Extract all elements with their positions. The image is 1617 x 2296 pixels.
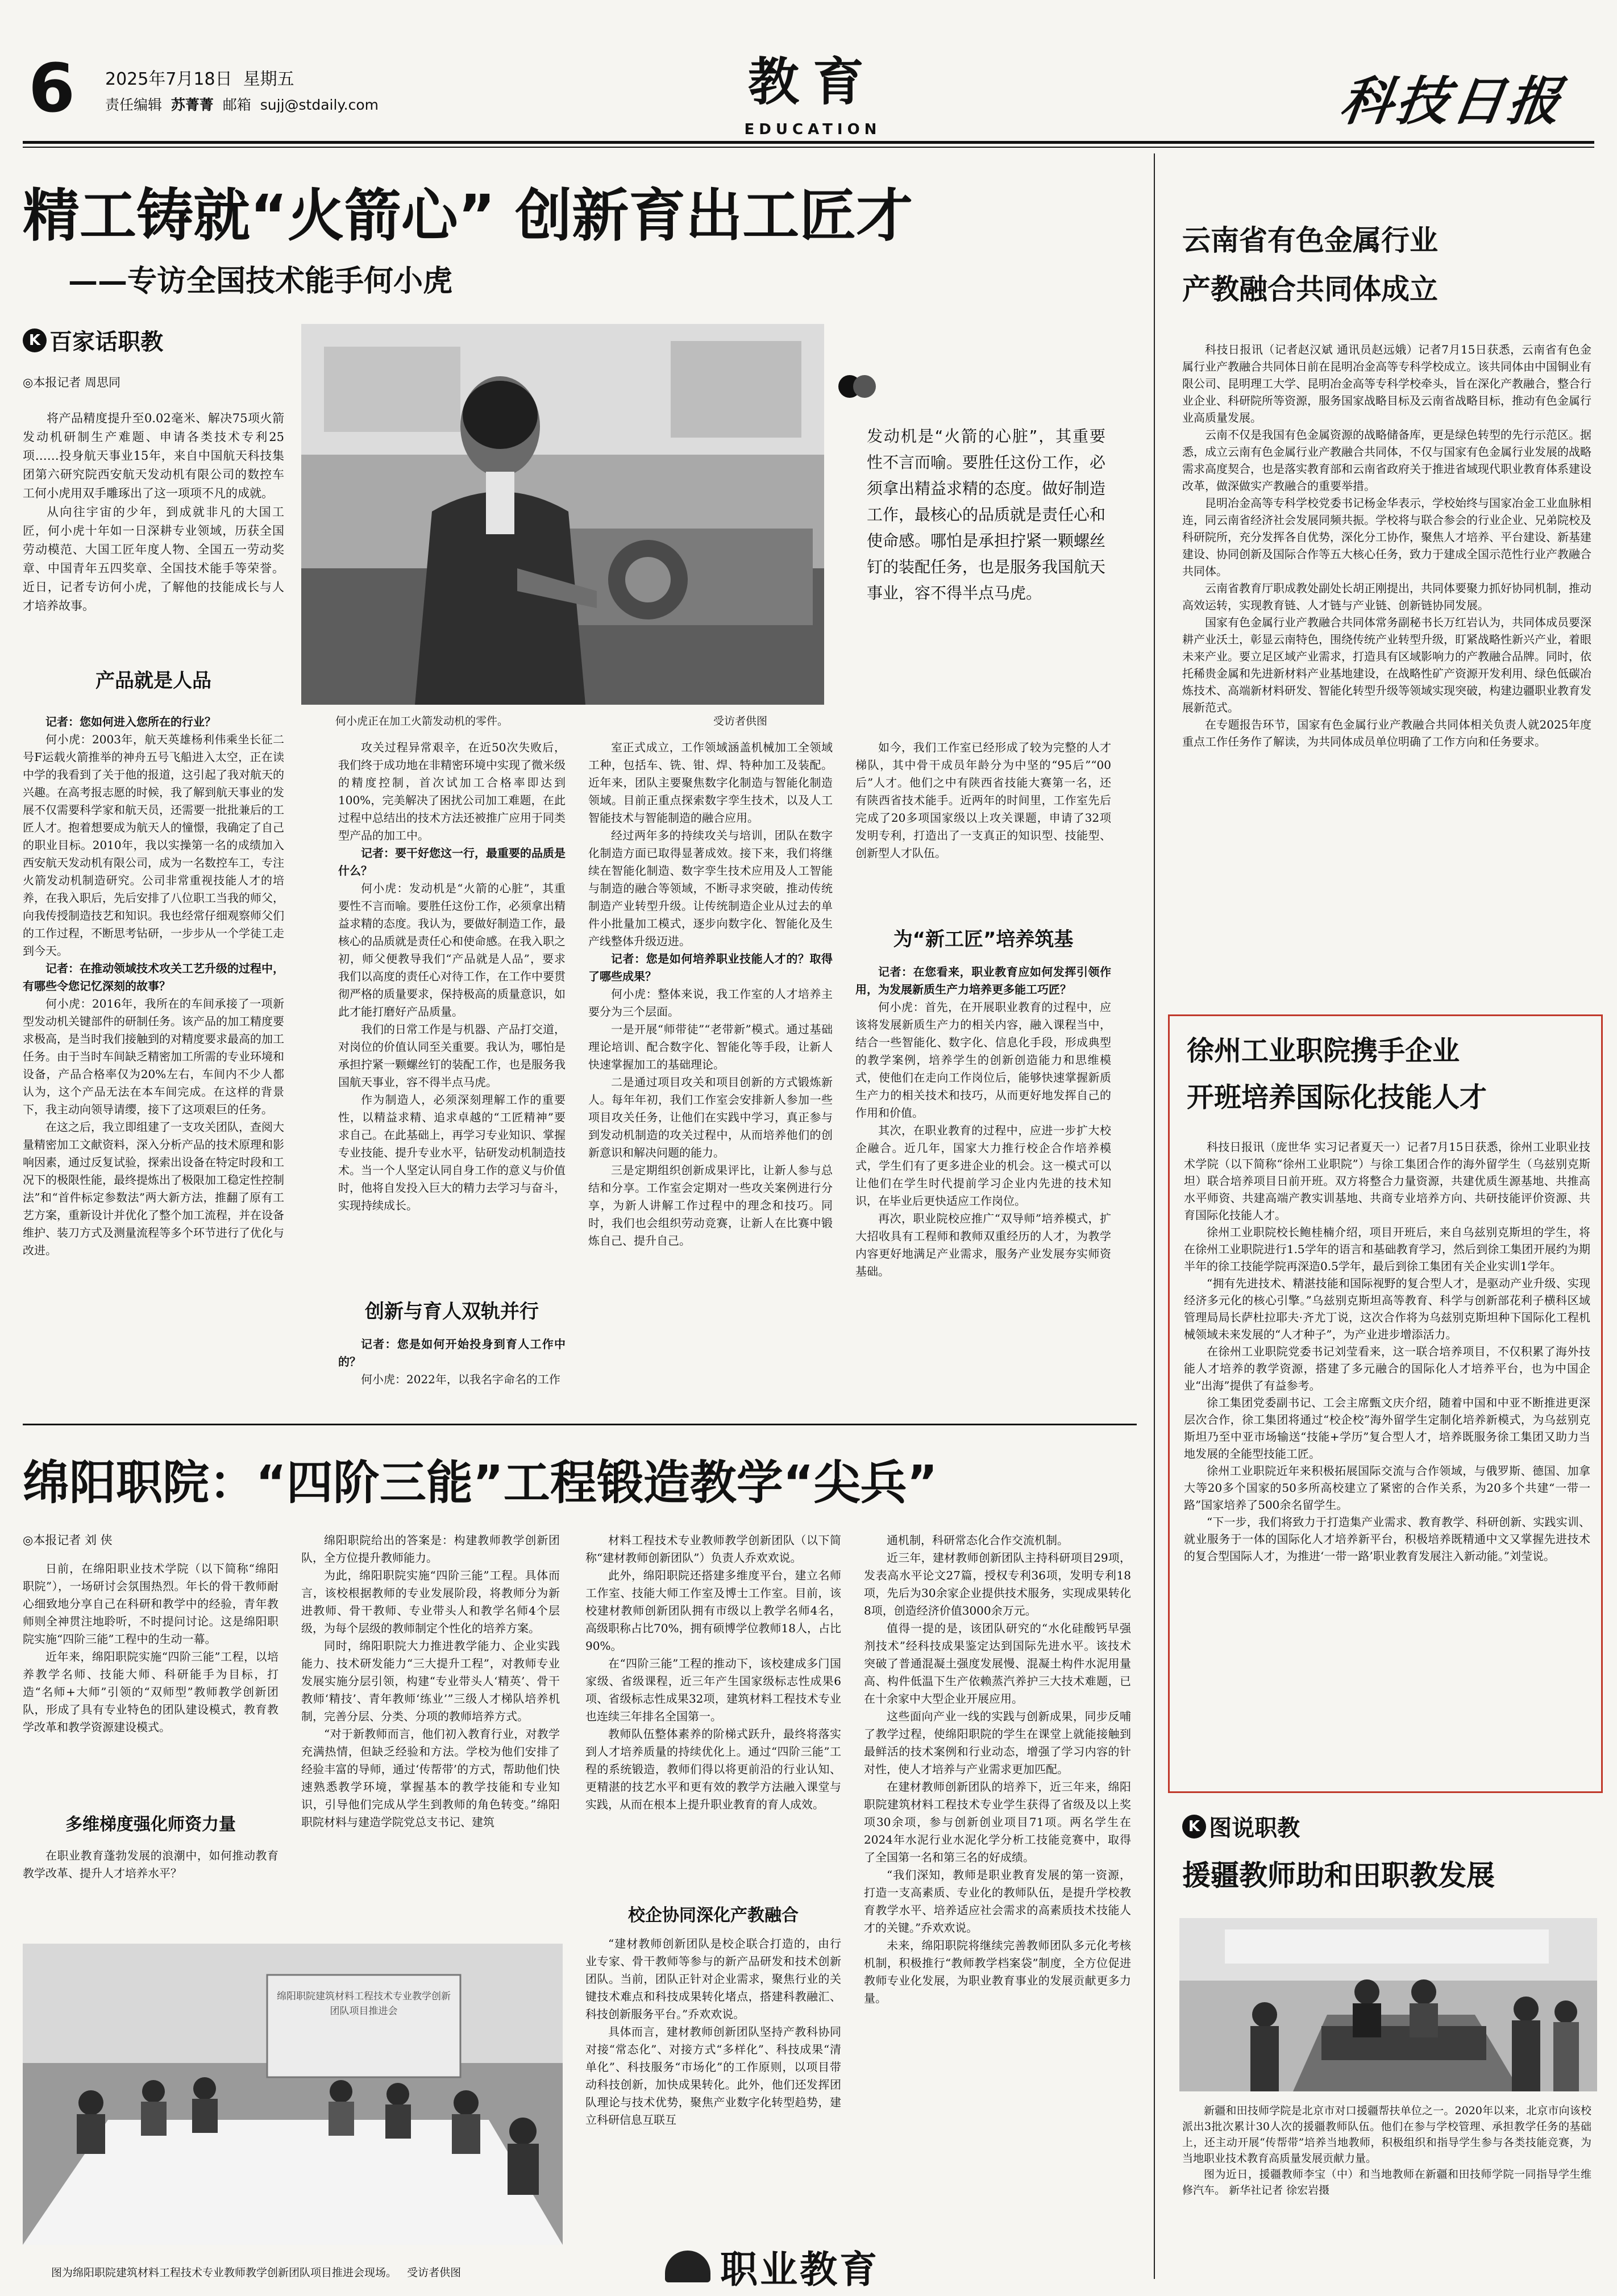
pull-quote: 发动机是“火箭的心脏”，其重要性不言而喻。要胜任这份工作，必须拿出精益求精的态度。做好制造工作，最核心的品质就是责任心和使命感。哪怕是承担拧紧一颗螺丝钉的装配任务，也是服务我国航天事业，容不得半点马虎。: [867, 427, 1106, 602]
masthead-logo: 科技日报: [1336, 70, 1568, 132]
paragraph: 近三年，建材教师创新团队主持科研项目29项，发表高水平论文27篇，授权专利36项，发明专利18项，先后为30余家企业提供技术服务，实现成果转化8项，创造经济价值3000余万元。: [864, 1551, 1131, 1617]
pic-title: 援疆教师助和田职教发展: [1182, 1859, 1495, 1892]
book-icon: [665, 2251, 710, 2282]
yunnan-title-line2: 产教融合共同体成立: [1182, 273, 1438, 306]
section-title-en: EDUCATION: [744, 121, 882, 138]
meeting-photo: [23, 1944, 563, 2245]
paragraph: 徐州工业职院近年来积极拓展国际交流与合作领域，与俄罗斯、德国、加拿大等20多个国家的50多所高校建立了紧密的合作关系，为20多个共建“一带一路”国家培养了500余名留学生。: [1184, 1464, 1590, 1512]
paragraph: 这些面向产业一线的实践与创新成果，同步反哺了教学过程，使绵阳职院的学生在课堂上就能接触到最鲜活的技术案例和行业动态，增强了学习内容的针对性，使人才培养与产业需求更加匹配。: [864, 1709, 1131, 1776]
subhead-new-craftsmen: 为“新工匠”培养筑基: [893, 928, 1074, 951]
yunnan-title: [1182, 216, 1438, 314]
lead-col-4b: [855, 963, 1111, 1280]
paragraph: “对于新教师而言，他们初入教育行业，对教学充满热情，但缺乏经验和方法。学校为他们安排了经验丰富的导师，通过‘传帮带’的方式，帮助他们快速熟悉教学环境，掌握基本的教学技能和专业知识，引导他们完成从学生到教师的角色转变。”绵阳职院材料与建造学院党总支书记、建筑: [301, 1727, 560, 1829]
paragraph: 再次，职业院校应推广“双导师”培养模式，扩大招收具有工程师和教师双重经历的人才，为教学内容更好地满足产业需求，服务产业发展夯实师资基础。: [855, 1212, 1111, 1278]
paragraph: 在“四阶三能”工程的推动下，该校建成多门国家级、省级课程，近三年产生国家级标志性成果6项、省级标志性成果32项，建筑材料工程技术专业也连续三年排名全国第一。: [585, 1657, 841, 1723]
mianyang-col-3: [585, 1532, 841, 1813]
paragraph: 何小虎：2016年，我所在的车间承接了一项新型发动机关键部件的研制任务。该产品的加工精度要求极高，是当时我们接触到的对精度要求最高的加工任务。由于当时车间缺乏精密加工所需的专业环境和设备，产品合格率仅为20%左右，车间内不少人都认为，这个产品无法在本车间完成。在这样的背景下，我主动向领导请缨，接下了这项艰巨的任务。: [23, 997, 284, 1116]
weekday: 星期五: [243, 69, 294, 89]
lead-subtitle: ——专访全国技术能手何小虎: [68, 264, 453, 298]
page-number: 6: [28, 49, 76, 127]
editor-label: 责任编辑: [105, 97, 163, 113]
photo-credit: 受访者供图: [407, 2266, 462, 2279]
yunnan-body: [1182, 341, 1591, 750]
lead-title: 精工铸就“火箭心” 创新育出工匠才: [23, 182, 913, 249]
caption-text: 图为近日，援疆教师李宝（中）和当地教师在新疆和田技师学院一同指导学生维修汽车。: [1182, 2168, 1591, 2197]
lead-bottom-rule: [23, 1424, 1137, 1425]
mianyang-title: 绵阳职院：“四阶三能”工程锻造教学“尖兵”: [23, 1456, 938, 1510]
paragraph: 在专题报告环节，国家有色金属行业产教融合共同体相关负责人就2025年度重点工作任务作了解读，为共同体成员单位明确了工作方向和任务要求。: [1182, 718, 1591, 748]
paragraph: “我们深知，教师是职业教育发展的第一资源，打造一支高素质、专业化的教师队伍，是提升学校教育教学水平、培养适应社会需求的高素质技术技能人才的关键。”乔欢欢说。: [864, 1868, 1131, 1935]
paragraph: 国家有色金属行业产教融合共同体常务副秘书长万红岩认为，共同体成员要深耕产业沃土，彰显云南特色，围绕传统产业转型升级，盯紧战略性新兴产业，着眼未来产业。要立足区域产业需求，打造具有区域影响力的产教融合品牌。同时，依托稀贵金属和先进新材料产业基地建设，在战略性矿产资源开发利用、绿色低碳冶炼技术、高端新材料研发、智能化转型升级等领域实现突破，构建边疆职业教育发展新范式。: [1182, 615, 1591, 714]
question: 记者：在推动领域技术攻关工艺升级的过程中，有哪些令您记忆深刻的故事？: [23, 962, 284, 993]
paragraph: 何小虎：发动机是“火箭的心脏”，其重要性不言而喻。要胜任这份工作，必须拿出精益求精的态度。我认为，要做好制造工作，最核心的品质就是责任心和使命感。在我入职之初，师父便教导我们“产品就是人品”，要求我们以高度的责任心对待工作，在工作中要贯彻严格的质量要求，保持极高的质量意识，如此才能打磨好产品质量。: [338, 881, 566, 1018]
date: 2025年7月18日: [105, 69, 232, 89]
paragraph: 为此，绵阳职院实施“四阶三能”工程。具体而言，该校根据教师的专业发展阶段，将教师分为新进教师、骨干教师、专业带头人和教学名师4个层级，为每个层级的教师制定个性化的培养方案。: [301, 1569, 560, 1635]
paragraph: 徐工集团党委副书记、工会主席甄文庆介绍，随着中国和中亚不断推进更深层次合作，徐工集团将通过“校企校”海外留学生定制化培养新模式，为乌兹别克斯坦乃至中亚市场输送“技能+学历”复合型人才，培养既服务徐工集团又助力当地发展的全能型技能工匠。: [1184, 1396, 1590, 1461]
paragraph: 攻关过程异常艰辛，在近50次失败后，我们终于成功地在非精密环境中实现了微米级的精度控制，首次试加工合格率即达到100%，完美解决了困扰公司加工难题，在此过程中总结出的技术方法还被推广应用于同类型产品的加工中。: [338, 741, 566, 842]
paragraph: 二是通过项目攻关和项目创新的方式锻炼新人。每年年初，我们工作室会安排新人参加一些项目攻关任务，让他们在实践中学习，真正参与到发动机制造的攻关过程中，从而培养他们的创新意识和解决问题的能力。: [588, 1075, 833, 1159]
paragraph: 昆明冶金高等专科学校党委书记杨金华表示，学校始终与国家冶金工业血脉相连，同云南省经济社会发展同频共振。学校将与联合参会的行业企业、兄弟院校及科研院所，充分发挥各自优势，深化分工协作，聚焦人才培养、平台建设、新基建建设、协同创新及国际合作等五大核心任务，致力于建成全国示范性行业产教融合共同体。: [1182, 496, 1591, 578]
auto-repair-photo-illustration: [1179, 1918, 1597, 2091]
question: 记者：您如何进入您所在的行业？: [45, 715, 216, 729]
paragraph: 何小虎：2022年，以我名字命名的工作: [361, 1372, 560, 1386]
k-column-icon: K: [1182, 1815, 1206, 1839]
paragraph: 值得一提的是，该团队研究的“水化硅酸钙早强剂技术”经科技成果鉴定达到国际先进水平。该技术突破了普通混凝土强度发展慢、混凝土构件水泥用量高、构件低温下生产依赖蒸汽养护三大技术难题，已在十余家中大型企业开展应用。: [864, 1621, 1131, 1706]
paragraph: 未来，绵阳职院将继续完善教师团队多元化考核机制，积极推行“教师教学档案袋”制度，全方位促进教师专业化发展，为职业教育事业的发展贡献更多力量。: [864, 1939, 1131, 2005]
quote-icon: [838, 375, 876, 400]
paragraph: 何小虎：首先，在开展职业教育的过程中，应该将发展新质生产力的相关内容，融入课程当中，结合一些智能化、数字化、信息化手段，形成典型的教学案例，培养学生的创新创造能力和思维模式，使他们在走向工作岗位后，能够快速掌握新质生产力的相关技术和技巧，从而更好地发挥自己的作用和价值。: [855, 1000, 1111, 1120]
lead-col-3: [588, 739, 833, 1250]
paragraph: 三是定期组织创新成果评比，让新人参与总结和分享。工作室会定期对一些攻关案例进行分享，为新人讲解工作过程中的理念和技巧。同时，我们也会组织劳动竞赛，让新人在比赛中锻炼自己、提升自己。: [588, 1163, 833, 1247]
pic-column-name: 图说职教: [1209, 1815, 1300, 1841]
k-column-icon: K: [23, 328, 47, 352]
paragraph: “下一步，我们将致力于打造集产业需求、教育教学、科研创新、实践实训、就业服务于一体的国际化人才培养新平台，积极培养既精通中文又掌握先进技术的复合型国际人才，为推进‘一带一路’职业教育发展注入新动能。”刘莹说。: [1184, 1515, 1590, 1563]
meeting-slide-text: 绵阳职院建筑材料工程技术专业教学创新团队项目推进会: [277, 1991, 451, 2017]
question: 记者：您是如何开始投身到育人工作中的？: [338, 1337, 566, 1369]
issue-date: [105, 68, 294, 91]
paragraph: 新疆和田技师学院是北京市对口援疆帮扶单位之一。2020年以来，北京市向该校派出3批次累计30人次的援疆教师队伍。他们在参与学校管理、承担教学任务的基础上，还主动开展“传帮带”培养当地教师，积极组织和指导学生参与各类技能竞赛，为当地职业技术教育高质量发展贡献力量。: [1182, 2104, 1591, 2165]
editor-name: 苏菁菁: [171, 97, 214, 113]
lead-col-4: [855, 739, 1111, 862]
paragraph: 绵阳职院给出的答案是：构建教师教学创新团队，全方位提升教师能力。: [301, 1533, 560, 1565]
paragraph: 将产品精度提升至0.02毫米、解决75项火箭发动机研制生产难题、申请各类技术专利25项……投身航天事业15年，来自中国航天科技集团第六研究院西安航天发动机有限公司的数控车工何小虎用双手雕琢出了这一项项不凡的成就。: [23, 411, 284, 500]
paragraph: 在建材教师创新团队的培养下，近三年来，绵阳职院建筑材料工程技术专业学生获得了省级及以上奖项30余项，参与创新创业项目71项。两名学生在2024年水泥行业水泥化学分析工技能竞赛中，取得了全国第一名和第三名的好成绩。: [864, 1780, 1131, 1864]
subhead-school-enterprise: 校企协同深化产教融合: [628, 1906, 799, 1925]
xuzhou-title-line2: 开班培养国际化技能人才: [1187, 1082, 1487, 1113]
paragraph: 何小虎：2003年，航天英雄杨利伟乘坐长征二号F运载火箭推举的神舟五号飞船进入太空，正在读中学的我看到了关于他的报道，这引起了我对航天的兴趣。在高考报志愿的时候，我了解到航天事业的发展不仅需要科学家和航天员，还需要一批批兼后的工匠人才。抱着想要成为航天人的憧憬，我确定了自己的职业目标。2010年，我以实操第一名的成绩加入西安航天发动机有限公司，成为一名数控车工，专注火箭发动机制造研究。公司非常重视技能人才的培养，在我入职后，先后安排了八位职工当我的师父，向我传授制造技艺和知识。我也经常仔细观察师父们的工作过程，不断思考钻研，一步步从一个学徒工走到今天。: [23, 733, 284, 958]
caption-text: 图为绵阳职院建筑材料工程技术专业教师教学创新团队项目推进会现场。: [51, 2266, 397, 2279]
mianyang-byline: ◎本报记者 刘 侠: [23, 1533, 113, 1547]
paragraph: 日前，在绵阳职业技术学院（以下简称“绵阳职院”），一场研讨会氛围热烈。年长的骨干教师耐心细致地分享自己在科研和教学中的经验，青年教师则全神贯注地聆听，不时提问讨论。这是绵阳职院实施“四阶三能”工程中的生动一幕。: [23, 1562, 278, 1646]
lead-byline: ◎本报记者 周思同: [23, 376, 120, 389]
paragraph: 通机制，科研常态化合作交流机制。: [887, 1533, 1069, 1547]
paragraph: 科技日报讯（庞世华 实习记者夏天一）记者7月15日获悉，徐州工业职业技术学院（以下简称“徐州工业职院”）与徐工集团合作的海外留学生（乌兹别克斯坦）联合培养项目日前开班。双方将整合力量资源，共建优质生源基地、共推高水平师资、共建高端产教实训基地、共商专业培养方向、共研技能评价资源、共育国际化技能人才。: [1184, 1140, 1590, 1222]
paragraph: 如今，我们工作室已经形成了较为完整的人才梯队，其中骨干成员年龄分为中坚的“95后”“00后”人才。他们之中有陕西省技能大赛第一名，还有陕西省技术能手。近两年的时间里，工作室先后完成了20多项国家级以上攻关课题，申请了32项发明专利，打造出了一支真正的知识型、技能型、创新型人才队伍。: [855, 741, 1111, 860]
question: 记者：在您看来，职业教育应如何发挥引领作用，为发展新质生产力培养更多能工巧匠？: [855, 965, 1111, 996]
paragraph: 室正式成立，工作领域涵盖机械加工全领域工种，包括车、铣、钳、焊、特种加工及装配。近年来，团队主要聚焦数字化制造与智能化制造领域。目前正重点探索数字孪生技术，以及人工智能技术与智能制造的融合应用。: [588, 741, 833, 825]
paragraph: 教师队伍整体素养的阶梯式跃升，最终将落实到人才培养质量的持续优化上。通过“四阶三能”工程的系统锻造，教师们得以将更前沿的行业认知、更精湛的技艺水平和更有效的教学方法融入课堂与实践，从而在根本上提升职业教育的育人成效。: [585, 1727, 841, 1811]
pic-caption: [1182, 2103, 1591, 2198]
paragraph: 科技日报讯（记者赵汉斌 通讯员赵远娥）记者7月15日获悉，云南省有色金属行业产教融合共同体日前在昆明冶金高等专科学校成立。该共同体由中国铜业有限公司、昆明理工大学、昆明冶金高等专科学校牵头，旨在深化产教融合，整合行业企业、科研院所等资源，服务国家战略目标及云南省战略目标，推动有色金属行业高质量发展。: [1182, 343, 1591, 425]
paragraph: 材料工程技术专业教师教学创新团队（以下简称“建材教师创新团队”）负责人乔欢欢说。: [585, 1533, 841, 1565]
right-column-rule: [1154, 153, 1155, 2279]
paragraph: 何小虎：整体来说，我工作室的人才培养主要分为三个层面。: [588, 987, 833, 1018]
section-title: 教育: [748, 52, 878, 112]
mianyang-col-2: [301, 1532, 560, 1831]
paragraph: 在职业教育蓬勃发展的浪潮中，如何推动教育教学改革、提升人才培养水平？: [23, 1849, 278, 1880]
paragraph: 同时，绵阳职院大力推进教学能力、企业实践能力、技术研发能力“三大提升工程”，对教师专业发展实施分层引领，构建“专业带头人‘精英’、骨干教师‘精技’、青年教师‘练业’”三级人才梯队培养机制，完善分层、分类、分项的教师培养方式。: [301, 1639, 560, 1723]
header-rule: [23, 141, 1594, 144]
lead-col-2: [338, 739, 566, 1214]
paragraph: 我们的日常工作是与机器、产品打交道，对岗位的价值认同至关重要。我认为，哪怕是承担拧紧一颗螺丝钉的装配工作，也是服务我国航天事业，容不得半点马虎。: [338, 1022, 566, 1089]
mianyang-col-4: [864, 1532, 1131, 2007]
meeting-photo-caption: [51, 2265, 461, 2281]
email-label: 邮箱: [222, 97, 251, 113]
photo-credit: 新华社记者 徐宏岩摄: [1229, 2184, 1330, 2197]
paragraph: [1182, 2166, 1591, 2198]
paragraph: 云南省教育厅职成教处副处长胡正刚提出，共同体要聚力抓好协同机制，推动高效运转，实现教育链、人才链与产业链、创新链协同发展。: [1182, 581, 1591, 612]
footer-banner-text: 职业教育: [720, 2248, 880, 2291]
paragraph: 具体而言，建材教师创新团队坚持产教科协同对接“常态化”、对接方式“多样化”、科技成果“清单化”、科技服务“市场化”的工作原则，以项目带动科技创新，加快成果转化。此外，他们还发挥团队理论与技术优势，聚焦产业数字化转型趋势，建立科研信息互联互: [585, 2025, 841, 2127]
editor-line: [105, 95, 379, 115]
paragraph: “建材教师创新团队是校企联合打造的，由行业专家、骨干教师等参与的新产品研发和技术创新团队。当前，团队正针对企业需求，聚焦行业的关键技术难点和科技成果转化堵点，搭建科教融汇、科技创新服务平台。”乔欢欢说。: [585, 1937, 841, 2021]
subhead-multi-gradient: 多维梯度强化师资力量: [65, 1815, 236, 1835]
xuzhou-body: [1184, 1138, 1590, 1565]
lead-col-1: [23, 713, 284, 1259]
yunnan-title-line1: 云南省有色金属行业: [1182, 224, 1438, 257]
lead-col-2b: [338, 1336, 566, 1388]
mianyang-col-1: [23, 1560, 278, 1736]
paragraph: 作为制造人，必须深刻理解工作的重要性，以精益求精、追求卓越的“工匠精神”要求自己。在此基础上，再学习专业知识、掌握专业技能、提升专业水平，钻研发动机制造技术。当一个人坚定认同自身工作的意义与价值时，他将自发投入巨大的精力去学习与奋斗，实现持续成长。: [338, 1093, 566, 1212]
mianyang-col-1b: [23, 1847, 278, 1882]
subhead-innovation: 创新与育人双轨并行: [365, 1300, 539, 1323]
email[interactable]: sujj@stdaily.com: [260, 97, 379, 113]
subhead-product: 产品就是人品: [95, 669, 211, 692]
footer-banner: [665, 2239, 880, 2291]
paragraph: 一是开展“师带徒”“老带新”模式。通过基础理论培训、配合数字化、智能化等手段，让新人快速掌握加工的基础理论。: [588, 1022, 833, 1071]
paragraph: 此外，绵阳职院还搭建多维度平台，建立名师工作室、技能大师工作室及博士工作室。目前，该校建材教师创新团队拥有市级以上教学名师4名，高级职称占比70%，拥有硕博学位教师18人，占比90%。: [585, 1569, 841, 1653]
lead-photo-credit: 受访者供图: [713, 715, 768, 727]
xuzhou-title-line1: 徐州工业职院携手企业: [1187, 1035, 1460, 1067]
question: 记者：要干好您这一行，最重要的品质是什么？: [338, 846, 566, 877]
paragraph: 从向往宇宙的少年，到成就非凡的大国工匠，何小虎十年如一日深耕专业领域，历获全国劳动模范、大国工匠年度人物、全国五一劳动奖章、中国青年五四奖章、全国技术能手等荣誉。近日，记者专访何小虎，了解他的技能成长与人才培养故事。: [23, 505, 284, 613]
paragraph: 徐州工业职院校长鲍桂楠介绍，项目开班后，来自乌兹别克斯坦的学生，将在徐州工业职院进行1.5学年的语言和基础教育学习，然后到徐工集团开展约为期半年的徐工技能学院再深造0.5学年，最后到徐工集团有关企业实训1学年。: [1184, 1225, 1590, 1273]
lead-photo: [301, 324, 824, 705]
xuzhou-title: [1187, 1028, 1487, 1121]
paragraph: 在徐州工业职院党委书记刘莹看来，这一联合培养项目，不仅积累了海外技能人才培养的教学资源，搭建了多元融合的国际化人才培养平台，也为中国企业“出海”提供了有益参考。: [1184, 1345, 1590, 1392]
question: 记者：您是如何培养职业技能人才的？取得了哪些成果？: [588, 952, 833, 983]
paragraph: 经过两年多的持续攻关与培训，团队在数字化制造方面已取得显著成效。接下来，我们将继续在智能化制造、数字孪生技术应用及人工智能与制造的融合等领域，不断寻求突破，推动传统制造产业转型升级。让传统制造企业从过去的单件小批量加工模式，逐步向数字化、智能化及生产线整体升级迈进。: [588, 829, 833, 948]
column-tag: [23, 324, 163, 356]
paragraph: 在这之后，我立即组建了一支攻关团队，查阅大量精密加工文献资料，深入分析产品的技术原理和影响因素，通过反复试验，探索出设备在特定时段和工况下的极限性能，最终提炼出了极限加工稳定性控制法”和“首件标定参数法”两大新方法，推翻了原有工艺方案，重新设计并优化了整个加工流程，并在设备维护、装刀方式及测量流程等多个环节进行了优化与改进。: [23, 1120, 284, 1257]
column-name: 百家话职教: [49, 329, 164, 355]
machinist-photo-illustration: [301, 324, 824, 705]
pic-column-tag: [1182, 1810, 1300, 1842]
paragraph: 其次，在职业教育的过程中，应进一步扩大校企融合。近几年，国家大力推行校企合作培养模式，学生们有了更多进企业的机会。这一模式可以让他们在学生时代提前学习企业内先进的技术知识，在毕业后更快适应工作岗位。: [855, 1124, 1111, 1208]
lead-photo-caption: 何小虎正在加工火箭发动机的零件。: [335, 715, 509, 727]
paragraph: 云南不仅是我国有色金属资源的战略储备库，更是绿色转型的先行示范区。据悉，成立云南有色金属行业产教融合共同体，不仅与国家有色金属行业发展的战略需求高度契合，也是落实教育部和云南省政府关于推进省域现代职业教育体系建设改革，做深做实产教融合的重要举措。: [1182, 428, 1591, 493]
paragraph: 近年来，绵阳职院实施“四阶三能”工程，以培养教学名师、技能大师、科研能手为目标，打造“名师+大师”引领的“双师型”教师教学创新团队，形成了具有专业特色的团队建设模式，教育教学改革和教学资源建设模式。: [23, 1650, 278, 1734]
lead-intro: [23, 409, 284, 615]
mianyang-col-3b: [585, 1935, 841, 2129]
xinjiang-photo: [1179, 1918, 1597, 2091]
xuzhou-box: [1168, 1014, 1603, 1793]
paragraph: “拥有先进技术、精湛技能和国际视野的复合型人才，是驱动产业升级、实现经济多元化的核心引擎。”乌兹别克斯坦高等教育、科学与创新部花利子横科区域管理局局长萨杜拉耶夫·齐尤丁说，这次合作将为乌兹别克斯坦种下国际化工程机械领域未来发展的“人才种子”，为产业进步增添活力。: [1184, 1276, 1590, 1341]
